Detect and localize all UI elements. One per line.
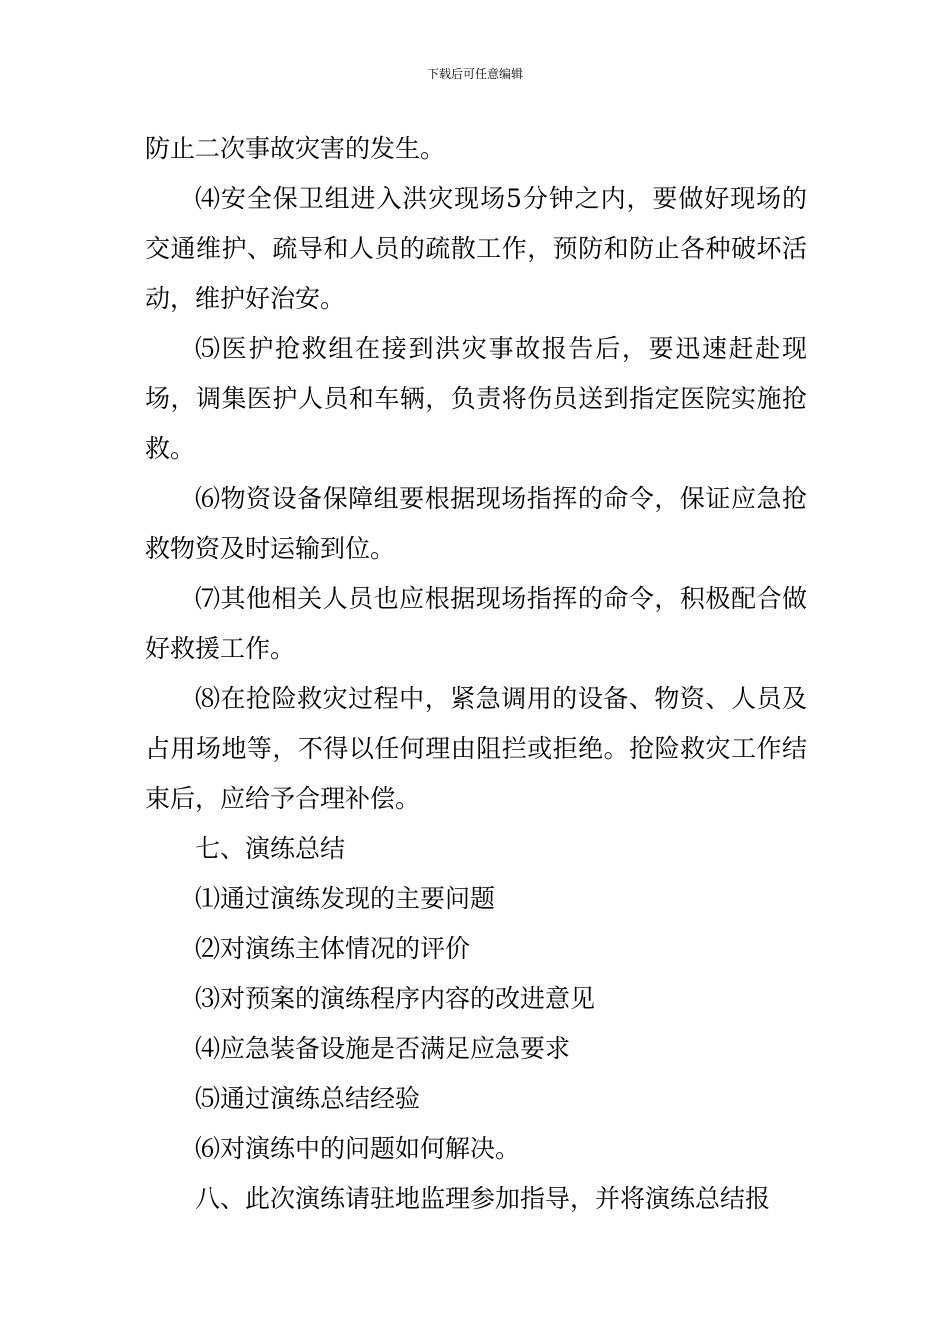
- list-item-5: ⑸通过演练总结经验: [195, 1084, 421, 1113]
- list-item-3: ⑶对预案的演练程序内容的改进意见: [195, 984, 596, 1013]
- list-item-4: ⑷应急装备设施是否满足应急要求: [195, 1034, 571, 1063]
- document-body: [145, 124, 807, 1224]
- section-heading-7: 七、演练总结: [195, 834, 346, 863]
- paragraph-5: ⑺其他相关人员也应根据现场指挥的命令，积极配合做好救援工作。: [145, 584, 807, 663]
- list-item-1: ⑴通过演练发现的主要问题: [195, 884, 496, 913]
- section-heading-8: 八、此次演练请驻地监理参加指导，并将演练总结报: [195, 1184, 771, 1213]
- paragraph-6: ⑻在抢险救灾过程中，紧急调用的设备、物资、人员及占用场地等，不得以任何理由阻拦或拒绝。抢险救灾工作结束后，应给予合理补偿。: [145, 684, 807, 813]
- list-item-6: ⑹对演练中的问题如何解决。: [195, 1134, 521, 1163]
- list-item-2: ⑵对演练主体情况的评价: [195, 934, 471, 963]
- paragraph-3: ⑸医护抢救组在接到洪灾事故报告后，要迅速赶赴现场，调集医护人员和车辆，负责将伤员送到指定医院实施抢救。: [145, 334, 807, 463]
- paragraph-4: ⑹物资设备保障组要根据现场指挥的命令，保证应急抢救物资及时运输到位。: [145, 484, 807, 563]
- page-header: 下载后可任意编辑: [426, 67, 523, 81]
- paragraph-2: ⑷安全保卫组进入洪灾现场5分钟之内，要做好现场的交通维护、疏导和人员的疏散工作，预防和防止各种破坏活动，维护好治安。: [145, 184, 807, 313]
- paragraph-1: 防止二次事故灾害的发生。: [145, 134, 446, 163]
